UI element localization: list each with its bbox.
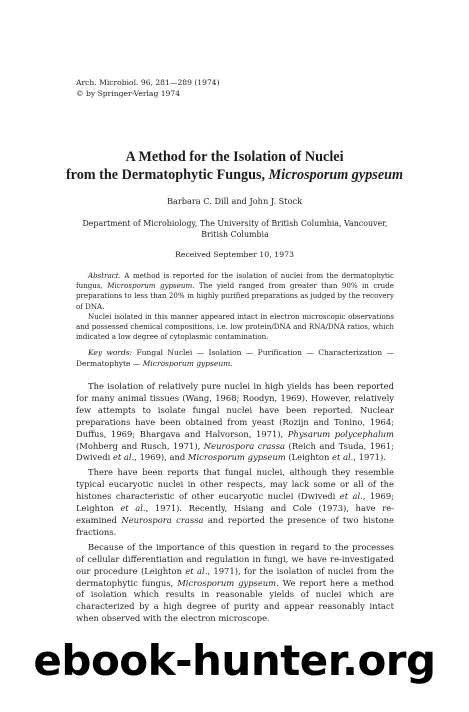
- abstract-label: Abstract.: [88, 271, 121, 280]
- body-paragraph-2: There have been reports that fungal nuclei, although they resemble typical eucaryotic nuclei in other respects, may lack some or all of the histones characteristic of other eucaryotic nuclei (Dwivedi et al., 1969; Leighton et al., 1971). Recently, Hsiang and Cole (1973), have re-examined Neurospora crassa and reported the presence of two histone fractions.: [76, 467, 394, 537]
- article-title: [0, 148, 469, 184]
- abstract-paragraph-1: Abstract. A method is reported for the isolation of nuclei from the dermatophytic fungus, Microsporum gypseum. The yield ranged from greater than 90% in crude preparations to less than 20% in highly purified preparations as judged by the recovery of DNA.: [76, 271, 394, 311]
- title-species: Microsporum gypseum: [268, 167, 404, 183]
- affiliation: Department of Microbiology, The University of British Columbia, Vancouver, British Columbia: [82, 219, 388, 239]
- title-line-1: A Method for the Isolation of Nuclei: [125, 149, 344, 165]
- abstract: [76, 271, 394, 342]
- journal-header: [76, 77, 220, 99]
- watermark: ebook-hunter.org: [33, 636, 436, 685]
- abstract-paragraph-2: Nuclei isolated in this manner appeared intact in electron microscopic observations and possessed chemical compositions, i.e. low protein/DNA and RNA/DNA ratios, which indicated a low degree of cytoplasmic contamination.: [76, 311, 394, 342]
- body-paragraph-1: The isolation of relatively pure nuclei in high yields has been reported for many animal tissues (Wang, 1968; Roodyn, 1969). However, relatively few attempts to isolate fungal nuclei have been reported. Nuclear preparations have been obtained from yeast (Rozijn and Tonino, 1964; Duffus, 1969; Bhargava and Halvorson, 1971), Physarum polycephalum (Mohberg and Rusch, 1971), Neurospora crassa (Reich and Tsuda, 1961; Dwivedi et al., 1969), and Microsporum gypseum (Leighton et al., 1971).: [76, 381, 394, 463]
- body-paragraph-3: Because of the importance of this question in regard to the processes of cellular differentiation and regulation in fungi, we have re-investigated our procedure (Leighton et al., 1971), for the isolation of nuclei from the dermatophytic fungus, Microsporum gypseum. We report here a method of isolation which results in reasonable yields of nuclei which are characterized by a high degree of purity and appear reasonably intact when observed with the electron microscope.: [76, 541, 394, 624]
- article-body: [76, 381, 394, 628]
- keywords: Key words: Fungal Nuclei — Isolation — Purification — Characterization — Dermatophyte — Microsporum gypseum.: [76, 348, 394, 368]
- keywords-label: Key words:: [88, 348, 133, 357]
- authors: Barbara C. Dill and John J. Stock: [166, 196, 303, 206]
- title-line-2: from the Dermatophytic Fungus, Microsporum gypseum: [65, 167, 404, 183]
- journal-copyright: © by Springer-Verlag 1974: [76, 89, 181, 98]
- journal-citation: Arch. Microbiol. 96, 281—289 (1974): [76, 78, 220, 87]
- received-date: Received September 10, 1973: [174, 250, 295, 259]
